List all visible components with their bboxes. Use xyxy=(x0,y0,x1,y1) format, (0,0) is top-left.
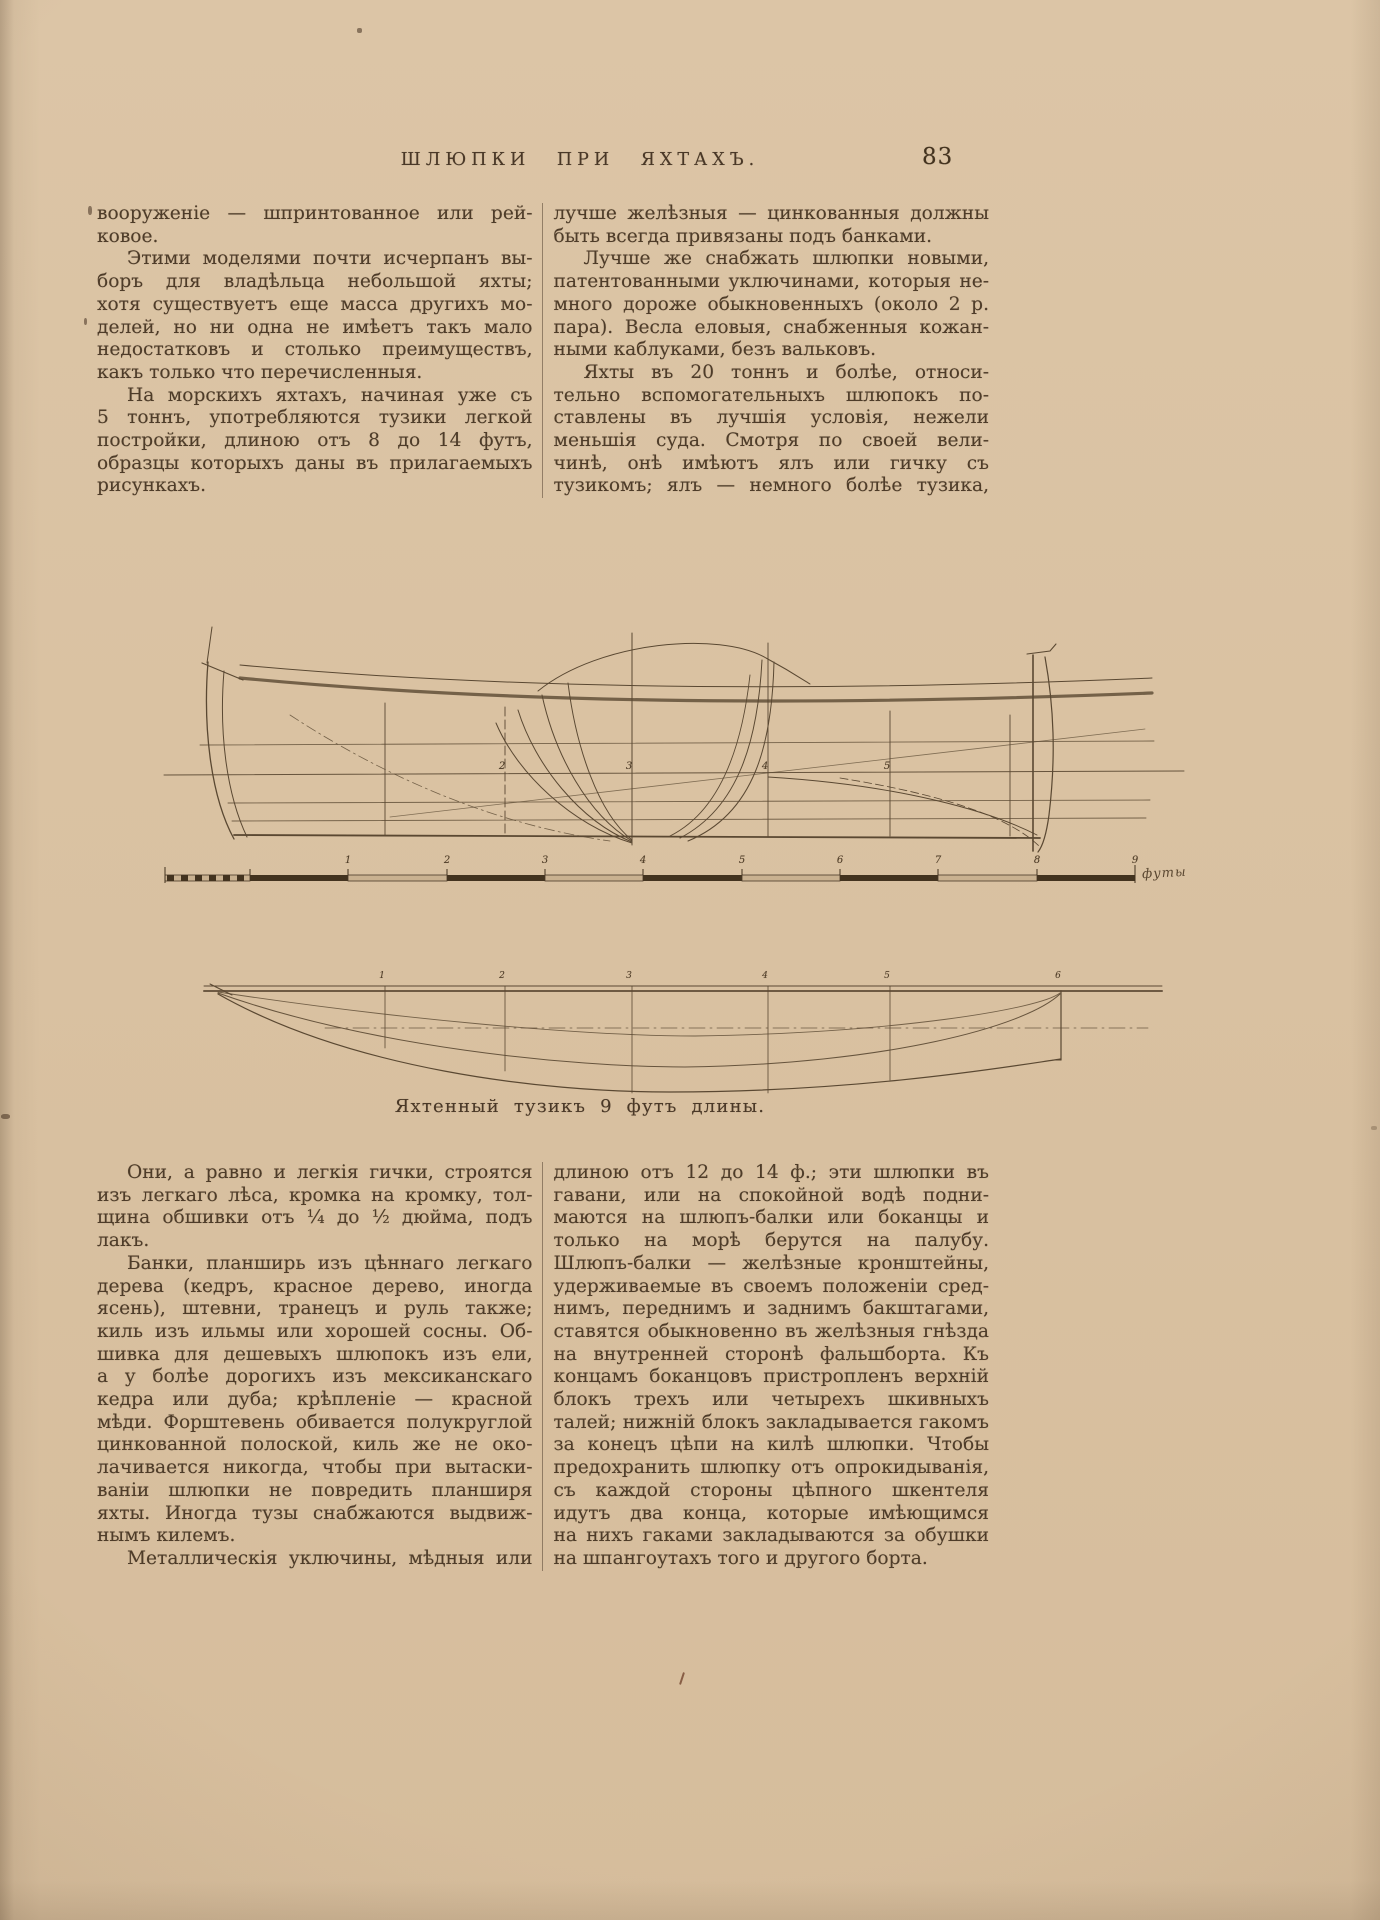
scale-ruler xyxy=(165,865,1135,883)
text-line: тузикомъ; ялъ — немного болѣе тузика, xyxy=(553,475,989,497)
top-right-column xyxy=(542,203,990,498)
text-line: тельно вспомогательныхъ шлюпокъ по- xyxy=(553,384,989,406)
text-line: Металлическія уключины, мѣдныя или xyxy=(127,1547,533,1569)
ruler-number: 3 xyxy=(541,855,549,866)
station-number: 3 xyxy=(625,761,633,772)
text-line: концамъ боканцовъ пристропленъ верхній xyxy=(553,1366,989,1388)
ruler-number: 2 xyxy=(443,855,451,866)
text-line: Шлюпъ-балки — желѣзные кронштейны, xyxy=(553,1252,989,1274)
text-line: рисункахъ. xyxy=(97,475,206,497)
text-line: идутъ два конца, которые имѣющимся xyxy=(553,1502,989,1524)
text-line: На морскихъ яхтахъ, начиная уже съ xyxy=(127,384,533,406)
text-line: лачивается никогда, чтобы при вытаски- xyxy=(97,1457,533,1479)
text-line: Лучше же снабжать шлюпки новыми, xyxy=(583,248,989,270)
text-line: ваніи шлюпки не повредить планширя xyxy=(97,1479,533,1501)
text-line: чинѣ, онѣ имѣютъ ялъ или гичку съ xyxy=(553,452,989,474)
text-line: меньшія суда. Смотря по своей вели- xyxy=(553,430,989,452)
text-line: нимъ, переднимъ и заднимъ бакштагами, xyxy=(553,1298,989,1320)
top-left-column xyxy=(97,203,542,498)
text-line: а у болѣе дорогихъ изъ мексиканскаго xyxy=(97,1366,533,1388)
text-line: мѣди. Форштевень обивается полукруглой xyxy=(97,1411,533,1433)
text-line: Они, а равно и легкія гички, строятся xyxy=(127,1162,533,1183)
figure-caption: Яхтенный тузикъ 9 футъ длины. xyxy=(394,1096,766,1117)
ruler-number: 7 xyxy=(934,855,942,866)
text-line: лакъ. xyxy=(97,1230,150,1252)
text-line: яхты. Иногда тузы снабжаются выдвиж- xyxy=(97,1502,533,1524)
text-line: делей, но ни одна не имѣетъ такъ мало xyxy=(97,316,533,338)
text-line: Банки, планширь изъ цѣннаго легкаго xyxy=(127,1252,533,1274)
ruler-number: 1 xyxy=(344,855,352,866)
scan-speck xyxy=(1,1114,10,1119)
lines-plan-svg xyxy=(140,515,1230,1115)
text-line: на внутренней сторонѣ фальшборта. Къ xyxy=(553,1343,989,1365)
bottom-left-column xyxy=(97,1162,542,1571)
page-number: 83 xyxy=(922,144,954,170)
text-line: быть всегда привязаны подъ банками. xyxy=(553,225,933,247)
text-line: длиною отъ 12 до 14 ф.; эти шлюпки въ xyxy=(553,1162,989,1183)
text-line: гавани, или на спокойной водѣ подни- xyxy=(553,1184,989,1206)
text-line: нымъ килемъ. xyxy=(97,1525,236,1547)
station-number: 1 xyxy=(379,971,385,981)
bottom-right-column xyxy=(542,1162,990,1571)
text-line: Этими моделями почти исчерпанъ вы- xyxy=(127,248,533,270)
text-line: патентованными уключинами, которыя не- xyxy=(553,271,989,293)
stray-ink-mark xyxy=(679,1672,685,1685)
text-line: шивка для дешевыхъ шлюпокъ изъ ели, xyxy=(97,1343,533,1365)
scan-speck xyxy=(357,28,362,33)
top-text-block xyxy=(97,203,989,498)
boat-lines-drawing xyxy=(140,515,1230,1115)
text-line: изъ легкаго лѣса, кромка на кромку, тол- xyxy=(97,1184,533,1206)
text-line: кедра или дуба; крѣпленіе — красной xyxy=(97,1389,533,1411)
page-title: ШЛЮПКИ ПРИ ЯХТАХЪ. xyxy=(400,150,760,170)
text-line: Яхты въ 20 тоннъ и болѣе, относи- xyxy=(583,361,989,383)
text-line: на нихъ гаками закладываются за обушки xyxy=(553,1525,989,1547)
scan-speck xyxy=(84,318,87,325)
text-line: ясень), штевни, транецъ и руль также; xyxy=(97,1298,533,1320)
text-line: киль изъ ильмы или хорошей сосны. Об- xyxy=(97,1320,533,1342)
scan-speck xyxy=(88,206,92,215)
text-line: ставятся обыкновенно въ желѣзныя гнѣзда xyxy=(553,1320,989,1342)
half-breadth-plan xyxy=(204,984,1162,1093)
text-line: образцы которыхъ даны въ прилагаемыхъ xyxy=(97,452,533,474)
text-line: боръ для владѣльца небольшой яхты; xyxy=(97,271,533,293)
station-number: 6 xyxy=(1055,971,1061,981)
bottom-text-block xyxy=(97,1162,989,1571)
ruler-number: 4 xyxy=(639,855,647,866)
station-number: 2 xyxy=(499,971,505,981)
text-line: маются на шлюпъ-балки или боканцы и xyxy=(553,1207,989,1229)
text-line: талей; нижній блокъ закладывается гакомъ xyxy=(553,1411,989,1433)
station-number: 5 xyxy=(883,761,891,772)
text-line: дерева (кедръ, красное дерево, иногда xyxy=(97,1275,533,1297)
text-line: постройки, длиною отъ 8 до 14 футъ, xyxy=(97,430,533,452)
text-line: ставлены въ лучшія условія, нежели xyxy=(553,407,989,429)
text-line: на шпангоутахъ того и другого борта. xyxy=(553,1547,928,1569)
text-line: съ каждой стороны цѣпного шкентеля xyxy=(553,1479,989,1501)
scan-speck xyxy=(1371,1126,1377,1130)
text-line: ными каблуками, безъ вальковъ. xyxy=(553,339,877,361)
text-line: предохранить шлюпку отъ опрокидыванія, xyxy=(553,1457,989,1479)
text-line: 5 тоннъ, употребляются тузики легкой xyxy=(97,407,533,429)
text-line: ковое. xyxy=(97,225,159,247)
text-line: за конецъ цѣпи на килѣ шлюпки. Чтобы xyxy=(553,1434,989,1456)
text-line: щина обшивки отъ ¼ до ½ дюйма, подъ xyxy=(97,1207,533,1229)
station-number: 3 xyxy=(626,971,632,981)
text-line: много дороже обыкновенныхъ (около 2 р. xyxy=(553,293,989,315)
ruler-number: 6 xyxy=(836,855,844,866)
station-number: 2 xyxy=(498,761,506,772)
text-line: цинкованной полоской, киль же не око- xyxy=(97,1434,533,1456)
station-number: 4 xyxy=(762,971,768,981)
text-line: лучше желѣзныя — цинкованныя должны xyxy=(553,203,989,224)
text-line: пара). Весла еловыя, снабженныя кожан- xyxy=(553,316,989,338)
text-line: недостатковъ и столько преимуществъ, xyxy=(97,339,533,361)
station-number: 4 xyxy=(761,761,769,772)
ruler-unit-label: футы xyxy=(1141,864,1188,883)
ruler-number: 9 xyxy=(1131,855,1139,866)
text-line: удерживаемые въ своемъ положеніи сред- xyxy=(553,1275,989,1297)
text-line: хотя существуетъ еще масса другихъ мо- xyxy=(97,293,533,315)
ruler-number: 5 xyxy=(738,855,746,866)
ruler-number: 8 xyxy=(1033,855,1041,866)
text-line: только на морѣ берутся на палубу. xyxy=(553,1230,989,1252)
text-line: какъ только что перечисленныя. xyxy=(97,361,423,383)
text-line: блокъ трехъ или четырехъ шкивныхъ xyxy=(553,1389,989,1411)
profile-view xyxy=(164,627,1184,852)
station-number: 5 xyxy=(884,971,890,981)
text-line: вооруженіе — шпринтованное или рей- xyxy=(97,203,533,224)
